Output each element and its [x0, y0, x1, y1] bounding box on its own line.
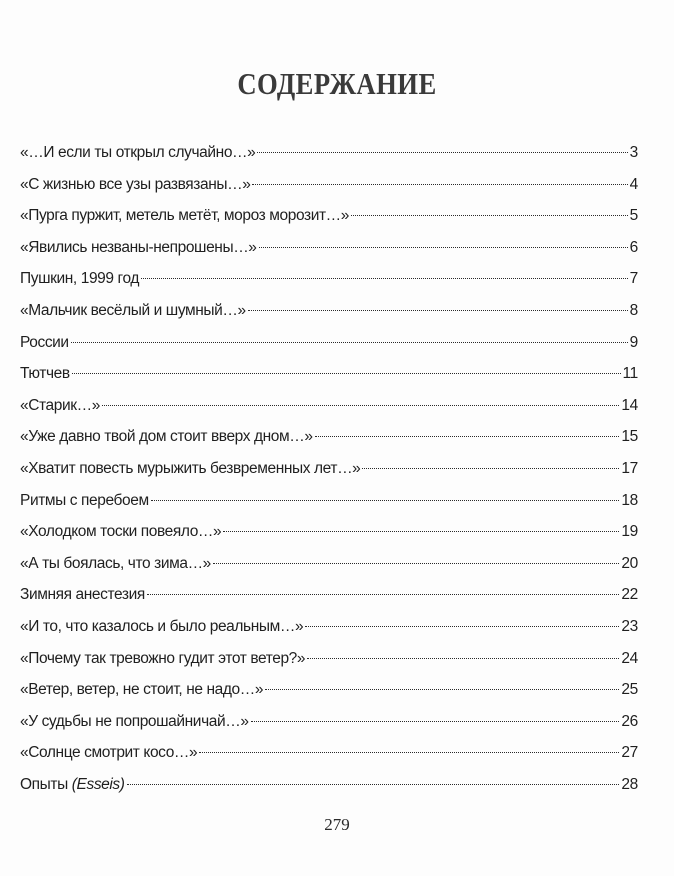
toc-entry [20, 263, 638, 295]
dot-leader [259, 247, 628, 248]
toc-entry-page: 8 [629, 301, 638, 319]
toc-entry [20, 643, 638, 675]
toc-entry-page: 19 [621, 523, 638, 541]
dot-leader [251, 721, 620, 722]
toc-entry [20, 548, 638, 580]
toc-entry-page: 27 [621, 744, 638, 762]
dot-leader [147, 594, 620, 595]
toc-entry [20, 453, 638, 485]
dot-leader [72, 373, 621, 374]
dot-leader [257, 152, 627, 153]
dot-leader [305, 626, 619, 627]
toc-entry [20, 674, 638, 706]
page-number: 279 [324, 815, 350, 834]
toc-entry-title: «Почему так тревожно гудит этот ветер?» [20, 649, 306, 667]
toc-entry [20, 579, 638, 611]
dot-leader [265, 689, 619, 690]
toc-entry-page: 18 [621, 491, 638, 509]
toc-entry [20, 706, 638, 738]
dot-leader [127, 784, 620, 785]
toc-entry-title: Зимняя анестезия [20, 586, 145, 604]
toc-entry-title: России [20, 333, 69, 351]
toc-entry [20, 232, 638, 264]
toc-entry-title: Пушкин, 1999 год [20, 270, 139, 288]
dot-leader [199, 752, 619, 753]
dot-leader [307, 658, 619, 659]
toc-entry-title: «Явились незваны-непрошены…» [20, 238, 257, 256]
toc-entry-title-main: Опыты [20, 775, 68, 793]
toc-entry-page: 25 [621, 681, 638, 699]
toc-entry [20, 137, 638, 169]
toc-entry-page: 4 [629, 175, 638, 193]
toc-entry-title: «Хватит повесть мурыжить безвременных лет…» [20, 459, 361, 477]
dot-leader [223, 531, 619, 532]
toc-entry-title [20, 769, 125, 801]
toc-entry-title: «С жизнью все узы развязаны…» [20, 175, 251, 193]
toc-entry-page: 5 [629, 207, 638, 225]
toc-entry-page: 15 [621, 428, 638, 446]
dot-leader [351, 215, 628, 216]
toc-entry [20, 611, 638, 643]
dot-leader [102, 405, 619, 406]
toc-entry-title: «Ветер, ветер, не стоит, не надо…» [20, 681, 264, 699]
dot-leader [315, 436, 620, 437]
toc-entry-page: 20 [621, 554, 638, 572]
toc-entry-page: 11 [622, 365, 638, 383]
dot-leader [248, 310, 628, 311]
toc-entry-title: «Холодком тоски повеяло…» [20, 523, 222, 541]
dot-leader [71, 342, 628, 343]
dot-leader [141, 278, 628, 279]
toc-entry-title: «А ты боялась, что зима…» [20, 554, 211, 572]
toc-entry-page: 28 [621, 775, 638, 793]
toc-entry-title: «Пурга пуржит, метель метёт, мороз морозит…» [20, 207, 349, 225]
toc-entry [20, 295, 638, 327]
toc-entry-title-italic: (Esseis) [71, 775, 125, 793]
toc-entry-title: «И то, что казалось и было реальным…» [20, 617, 304, 635]
toc-entry-page: 9 [629, 333, 638, 351]
toc-entry-page: 26 [621, 712, 638, 730]
toc-entry-title: Ритмы с перебоем [20, 491, 149, 509]
dot-leader [151, 500, 620, 501]
toc-entry-page: 7 [629, 270, 638, 288]
toc-entry-page: 17 [621, 459, 638, 477]
toc-entry-page: 14 [621, 396, 638, 414]
table-of-contents [20, 137, 638, 800]
toc-entry [20, 390, 638, 422]
toc-entry [20, 516, 638, 548]
page-title: СОДЕРЖАНИЕ [237, 66, 437, 101]
toc-entry [20, 200, 638, 232]
toc-entry-title: «…И если ты открыл случайно…» [20, 144, 256, 161]
toc-entry-page: 23 [621, 617, 638, 635]
toc-entry-title: «Мальчик весёлый и шумный…» [20, 301, 246, 319]
toc-entry-title: «Уже давно твой дом стоит вверх дном…» [20, 428, 313, 446]
dot-leader [252, 184, 627, 185]
toc-entry-title: «Старик…» [20, 396, 100, 414]
toc-entry-title: «Солнце смотрит косо…» [20, 744, 198, 762]
toc-entry-page: 24 [621, 649, 638, 667]
toc-entry [20, 358, 638, 390]
toc-entry-page: 6 [629, 238, 638, 256]
toc-entry [20, 485, 638, 517]
toc-entry-page: 22 [621, 586, 638, 604]
toc-entry [20, 327, 638, 359]
toc-entry [20, 737, 638, 769]
toc-entry [20, 769, 638, 801]
toc-entry [20, 421, 638, 453]
toc-entry-title: Тютчев [20, 365, 70, 383]
dot-leader [213, 563, 619, 564]
toc-entry-title: «У судьбы не попрошайничай…» [20, 712, 249, 730]
toc-entry [20, 169, 638, 201]
toc-entry-page: 3 [629, 144, 638, 161]
dot-leader [362, 468, 619, 469]
